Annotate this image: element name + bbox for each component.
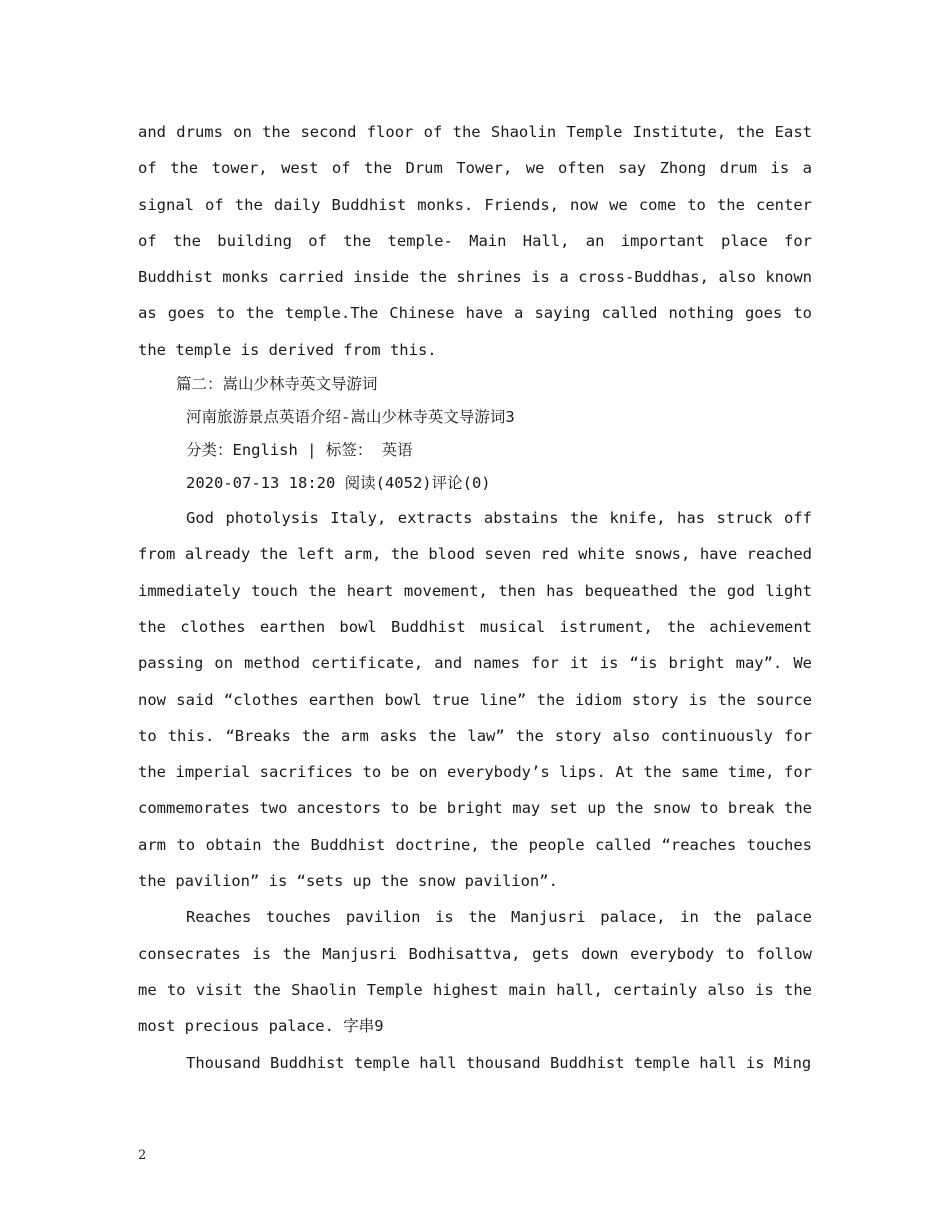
paragraph-continued: and drums on the second floor of the Shaolin Temple Institute, the East of the tower, west of the Drum Tower, we often say Zhong drum is a signal of the daily Buddhist monks. Friends, now we come to the center of the building of the temple- Main Hall, an important place for Buddhist monks carried inside the shrines is a cross-Buddhas, also known as goes to the temple.The Chinese have a saying called nothing goes to the temple is derived from this. bbox=[138, 123, 812, 359]
paragraph-shenguang: God photolysis Italy, extracts abstains the knife, has struck off from already the left arm, the blood seven red white snows, have reached immediately touch the heart movement, then has bequeathed the god light the clothes earthen bowl Buddhist musical istrument, the achievement passing on method certificate, and names for it is “is bright may”. We now said “clothes earthen bowl true line” the idiom story is the source to this. “Breaks the arm asks the law” the story also continuously for the imperial sacrifices to be on everybody’s lips. At the same time, for commemorates two ancestors to be bright may set up the snow to break the arm to obtain the Buddhist doctrine, the people called “reaches touches the pavilion” is “sets up the snow pavilion”. bbox=[138, 509, 812, 891]
article-title: 河南旅游景点英语介绍-嵩山少林寺英文导游词3 bbox=[186, 408, 515, 427]
paragraph-thousand-buddha: Thousand Buddhist temple hall thousand Buddhist temple hall is Ming bbox=[186, 1053, 812, 1072]
paragraph-manjusri: Reaches touches pavilion is the Manjusri palace, in the palace consecrates is the Manjusri Bodhisattva, gets down everybody to follow me to visit the Shaolin Temple highest main hall, certainly also is the most precious palace. 字串9 bbox=[138, 908, 812, 1036]
date-reads-comments-line: 2020-07-13 18:20 阅读(4052)评论(0) bbox=[186, 474, 491, 493]
section-heading: 篇二：嵩山少林寺英文导游词 bbox=[176, 375, 378, 394]
document-page-body bbox=[138, 114, 812, 1081]
page-number: 2 bbox=[138, 1148, 147, 1163]
category-tags-line: 分类：English | 标签： 英语 bbox=[186, 441, 413, 460]
